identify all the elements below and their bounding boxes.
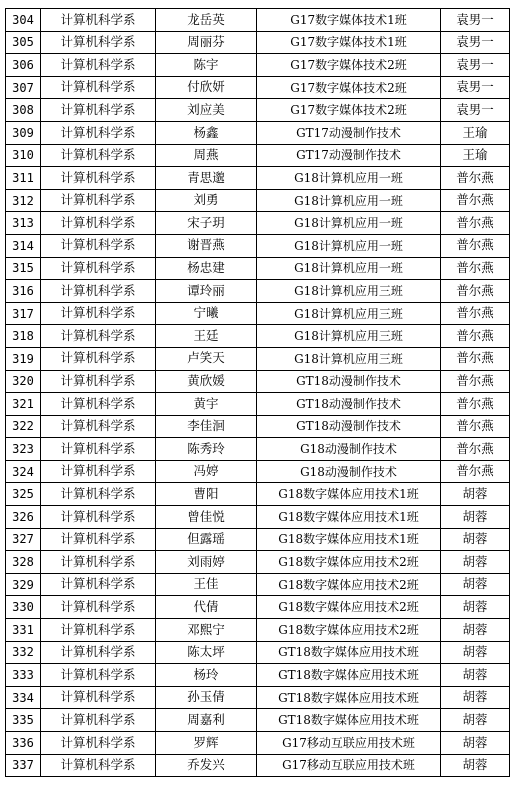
student-name-cell: 刘勇: [156, 189, 257, 212]
row-number: 320: [6, 370, 41, 393]
row-number: 312: [6, 189, 41, 212]
student-table: [5, 8, 510, 777]
class-cell: G18计算机应用三班: [257, 280, 441, 303]
class-cell: G18数字媒体应用技术2班: [257, 619, 441, 642]
class-cell: G18计算机应用一班: [257, 234, 441, 257]
class-cell: G17移动互联应用技术班: [257, 754, 441, 777]
department-cell: 计算机科学系: [41, 686, 156, 709]
class-cell: G17数字媒体技术2班: [257, 76, 441, 99]
department-cell: 计算机科学系: [41, 641, 156, 664]
student-name-cell: 龙岳英: [156, 9, 257, 32]
teacher-cell: 胡蓉: [441, 506, 510, 529]
student-name-cell: 代倩: [156, 596, 257, 619]
row-number: 314: [6, 234, 41, 257]
row-number: 327: [6, 528, 41, 551]
department-cell: 计算机科学系: [41, 528, 156, 551]
class-cell: G18计算机应用三班: [257, 325, 441, 348]
teacher-cell: 胡蓉: [441, 709, 510, 732]
class-cell: GT18数字媒体应用技术班: [257, 709, 441, 732]
table-row: [6, 189, 510, 212]
row-number: 304: [6, 9, 41, 32]
table-row: [6, 302, 510, 325]
student-name-cell: 冯婷: [156, 460, 257, 483]
student-name-cell: 周丽芬: [156, 31, 257, 54]
table-row: [6, 370, 510, 393]
department-cell: 计算机科学系: [41, 709, 156, 732]
row-number: 326: [6, 506, 41, 529]
student-name-cell: 谭玲丽: [156, 280, 257, 303]
class-cell: G17数字媒体技术2班: [257, 99, 441, 122]
row-number: 334: [6, 686, 41, 709]
student-name-cell: 杨玲: [156, 664, 257, 687]
department-cell: 计算机科学系: [41, 302, 156, 325]
teacher-cell: 胡蓉: [441, 483, 510, 506]
table-row: [6, 212, 510, 235]
table-row: [6, 54, 510, 77]
table-row: [6, 573, 510, 596]
teacher-cell: 胡蓉: [441, 596, 510, 619]
teacher-cell: 胡蓉: [441, 686, 510, 709]
student-name-cell: 邓熙宁: [156, 619, 257, 642]
class-cell: G17数字媒体技术1班: [257, 9, 441, 32]
class-cell: GT18动漫制作技术: [257, 415, 441, 438]
teacher-cell: 袁男一: [441, 31, 510, 54]
class-cell: G18计算机应用一班: [257, 189, 441, 212]
department-cell: 计算机科学系: [41, 438, 156, 461]
row-number: 332: [6, 641, 41, 664]
teacher-cell: 胡蓉: [441, 528, 510, 551]
class-cell: GT18动漫制作技术: [257, 393, 441, 416]
student-name-cell: 黄欣媛: [156, 370, 257, 393]
table-row: [6, 483, 510, 506]
class-cell: GT18数字媒体应用技术班: [257, 641, 441, 664]
student-name-cell: 谢晋燕: [156, 234, 257, 257]
class-cell: G17移动互联应用技术班: [257, 732, 441, 755]
student-name-cell: 李佳洄: [156, 415, 257, 438]
row-number: 324: [6, 460, 41, 483]
row-number: 323: [6, 438, 41, 461]
table-row: [6, 167, 510, 190]
table-row: [6, 551, 510, 574]
table-row: [6, 31, 510, 54]
department-cell: 计算机科学系: [41, 144, 156, 167]
table-row: [6, 257, 510, 280]
department-cell: 计算机科学系: [41, 393, 156, 416]
class-cell: G18计算机应用一班: [257, 257, 441, 280]
row-number: 306: [6, 54, 41, 77]
teacher-cell: 普尔燕: [441, 234, 510, 257]
teacher-cell: 胡蓉: [441, 619, 510, 642]
teacher-cell: 王瑜: [441, 144, 510, 167]
row-number: 313: [6, 212, 41, 235]
table-row: [6, 234, 510, 257]
table-row: [6, 460, 510, 483]
table-row: [6, 686, 510, 709]
teacher-cell: 胡蓉: [441, 732, 510, 755]
table-row: [6, 280, 510, 303]
teacher-cell: 普尔燕: [441, 393, 510, 416]
department-cell: 计算机科学系: [41, 234, 156, 257]
student-name-cell: 黄宇: [156, 393, 257, 416]
department-cell: 计算机科学系: [41, 664, 156, 687]
student-name-cell: 孙玉倩: [156, 686, 257, 709]
row-number: 328: [6, 551, 41, 574]
row-number: 315: [6, 257, 41, 280]
department-cell: 计算机科学系: [41, 325, 156, 348]
table-row: [6, 76, 510, 99]
row-number: 325: [6, 483, 41, 506]
student-name-cell: 曾佳悦: [156, 506, 257, 529]
teacher-cell: 王瑜: [441, 121, 510, 144]
department-cell: 计算机科学系: [41, 506, 156, 529]
row-number: 330: [6, 596, 41, 619]
table-row: [6, 325, 510, 348]
teacher-cell: 胡蓉: [441, 573, 510, 596]
department-cell: 计算机科学系: [41, 99, 156, 122]
department-cell: 计算机科学系: [41, 54, 156, 77]
teacher-cell: 普尔燕: [441, 280, 510, 303]
class-cell: GT18数字媒体应用技术班: [257, 686, 441, 709]
table-row: [6, 144, 510, 167]
teacher-cell: 普尔燕: [441, 325, 510, 348]
student-name-cell: 宁曦: [156, 302, 257, 325]
table-row: [6, 732, 510, 755]
teacher-cell: 胡蓉: [441, 641, 510, 664]
student-name-cell: 付欣妍: [156, 76, 257, 99]
class-cell: G18动漫制作技术: [257, 438, 441, 461]
class-cell: G18数字媒体应用技术2班: [257, 573, 441, 596]
department-cell: 计算机科学系: [41, 370, 156, 393]
teacher-cell: 普尔燕: [441, 257, 510, 280]
teacher-cell: 普尔燕: [441, 370, 510, 393]
row-number: 318: [6, 325, 41, 348]
class-cell: G18数字媒体应用技术1班: [257, 528, 441, 551]
table-row: [6, 596, 510, 619]
student-name-cell: 卢笑天: [156, 347, 257, 370]
row-number: 329: [6, 573, 41, 596]
department-cell: 计算机科学系: [41, 347, 156, 370]
department-cell: 计算机科学系: [41, 551, 156, 574]
row-number: 321: [6, 393, 41, 416]
class-cell: G18数字媒体应用技术2班: [257, 596, 441, 619]
class-cell: G17数字媒体技术2班: [257, 54, 441, 77]
student-name-cell: 罗辉: [156, 732, 257, 755]
teacher-cell: 袁男一: [441, 9, 510, 32]
teacher-cell: 袁男一: [441, 54, 510, 77]
teacher-cell: 普尔燕: [441, 189, 510, 212]
class-cell: G18动漫制作技术: [257, 460, 441, 483]
student-name-cell: 陈宇: [156, 54, 257, 77]
teacher-cell: 普尔燕: [441, 438, 510, 461]
department-cell: 计算机科学系: [41, 31, 156, 54]
table-row: [6, 664, 510, 687]
department-cell: 计算机科学系: [41, 121, 156, 144]
table-row: [6, 709, 510, 732]
class-cell: GT18动漫制作技术: [257, 370, 441, 393]
department-cell: 计算机科学系: [41, 573, 156, 596]
class-cell: G18计算机应用一班: [257, 167, 441, 190]
student-name-cell: 青思邈: [156, 167, 257, 190]
row-number: 333: [6, 664, 41, 687]
table-row: [6, 528, 510, 551]
student-table-body: [6, 9, 510, 777]
table-row: [6, 415, 510, 438]
class-cell: G18计算机应用三班: [257, 347, 441, 370]
class-cell: GT17动漫制作技术: [257, 121, 441, 144]
department-cell: 计算机科学系: [41, 732, 156, 755]
student-name-cell: 王廷: [156, 325, 257, 348]
class-cell: G18计算机应用一班: [257, 212, 441, 235]
teacher-cell: 普尔燕: [441, 460, 510, 483]
table-row: [6, 641, 510, 664]
department-cell: 计算机科学系: [41, 280, 156, 303]
row-number: 308: [6, 99, 41, 122]
student-name-cell: 但露瑶: [156, 528, 257, 551]
teacher-cell: 普尔燕: [441, 212, 510, 235]
row-number: 310: [6, 144, 41, 167]
teacher-cell: 胡蓉: [441, 664, 510, 687]
department-cell: 计算机科学系: [41, 460, 156, 483]
teacher-cell: 普尔燕: [441, 302, 510, 325]
department-cell: 计算机科学系: [41, 754, 156, 777]
department-cell: 计算机科学系: [41, 9, 156, 32]
row-number: 307: [6, 76, 41, 99]
department-cell: 计算机科学系: [41, 415, 156, 438]
class-cell: G18数字媒体应用技术1班: [257, 483, 441, 506]
row-number: 316: [6, 280, 41, 303]
department-cell: 计算机科学系: [41, 257, 156, 280]
row-number: 335: [6, 709, 41, 732]
row-number: 322: [6, 415, 41, 438]
teacher-cell: 普尔燕: [441, 415, 510, 438]
student-name-cell: 宋子玥: [156, 212, 257, 235]
class-cell: GT17动漫制作技术: [257, 144, 441, 167]
department-cell: 计算机科学系: [41, 76, 156, 99]
department-cell: 计算机科学系: [41, 619, 156, 642]
row-number: 305: [6, 31, 41, 54]
class-cell: G17数字媒体技术1班: [257, 31, 441, 54]
student-name-cell: 杨忠建: [156, 257, 257, 280]
table-row: [6, 754, 510, 777]
student-name-cell: 刘应美: [156, 99, 257, 122]
row-number: 317: [6, 302, 41, 325]
table-row: [6, 619, 510, 642]
student-name-cell: 乔发兴: [156, 754, 257, 777]
table-row: [6, 347, 510, 370]
student-name-cell: 杨鑫: [156, 121, 257, 144]
class-cell: G18计算机应用三班: [257, 302, 441, 325]
table-row: [6, 99, 510, 122]
department-cell: 计算机科学系: [41, 483, 156, 506]
student-name-cell: 刘雨婷: [156, 551, 257, 574]
row-number: 309: [6, 121, 41, 144]
table-row: [6, 9, 510, 32]
table-row: [6, 438, 510, 461]
teacher-cell: 袁男一: [441, 76, 510, 99]
teacher-cell: 胡蓉: [441, 754, 510, 777]
teacher-cell: 普尔燕: [441, 347, 510, 370]
teacher-cell: 普尔燕: [441, 167, 510, 190]
row-number: 331: [6, 619, 41, 642]
student-name-cell: 陈秀玲: [156, 438, 257, 461]
table-row: [6, 393, 510, 416]
table-row: [6, 121, 510, 144]
student-name-cell: 周嘉利: [156, 709, 257, 732]
student-name-cell: 曹阳: [156, 483, 257, 506]
student-name-cell: 王佳: [156, 573, 257, 596]
table-row: [6, 506, 510, 529]
student-name-cell: 陈太坪: [156, 641, 257, 664]
class-cell: G18数字媒体应用技术2班: [257, 551, 441, 574]
department-cell: 计算机科学系: [41, 596, 156, 619]
student-name-cell: 周燕: [156, 144, 257, 167]
department-cell: 计算机科学系: [41, 212, 156, 235]
row-number: 319: [6, 347, 41, 370]
department-cell: 计算机科学系: [41, 189, 156, 212]
class-cell: G18数字媒体应用技术1班: [257, 506, 441, 529]
row-number: 311: [6, 167, 41, 190]
teacher-cell: 胡蓉: [441, 551, 510, 574]
department-cell: 计算机科学系: [41, 167, 156, 190]
row-number: 336: [6, 732, 41, 755]
class-cell: GT18数字媒体应用技术班: [257, 664, 441, 687]
teacher-cell: 袁男一: [441, 99, 510, 122]
row-number: 337: [6, 754, 41, 777]
